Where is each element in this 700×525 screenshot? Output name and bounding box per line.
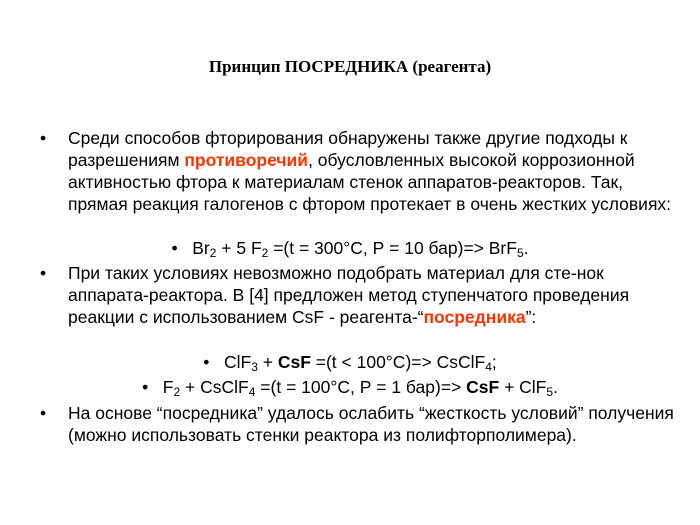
slide-title: Принцип ПОСРЕДНИКА (реагента) bbox=[208, 57, 492, 76]
bullet-icon: • bbox=[40, 403, 47, 423]
bullet-text-3: На основе “посредника” удалось ослабить “жесткость условий” получения (можно использовать стенки реактора из полифторполимера). bbox=[68, 403, 674, 445]
equation-2: • ClF$_3$ + CsF =(t < 100°С)=> CsClF$_4$; bbox=[203, 352, 497, 374]
sub-bullet-icon: • bbox=[203, 352, 210, 372]
equation-3: • $F_2$ + CsClF$_4$ =(t = 100°С, Р = 1 бар)=> CsF + ClF$_5$. bbox=[142, 377, 558, 399]
equation-1: • $Br_2 + 5$ $F_2 =(t = 300^\circ С$, Р = 10 бар)=> BrF$_5$. bbox=[171, 238, 529, 260]
sub-bullet-icon: • bbox=[171, 238, 178, 258]
highlight-mediator: посредника bbox=[423, 307, 526, 327]
highlight-contradictions: противоречий bbox=[184, 150, 309, 170]
bullet-text-2: При таких условиях невозможно подобрать материал для сте-нок аппарата-реактора. В [4] предложен метод ступенчатого проведения реакции с использованием CsF - реагента-“посредника”: bbox=[68, 263, 630, 327]
sub-bullet-icon: • bbox=[142, 377, 149, 397]
bullet-text-1: Среди способов фторирования обнаружены также другие подходы к разрешениям противоречий, обусловленных высокой коррозионной активностью фтора к материалам стенок аппаратов-реакторов. Так, прямая реакция галогенов с фтором протекает в очень жестких условиях: bbox=[68, 128, 672, 214]
bullet-icon: • bbox=[40, 128, 47, 148]
bullet-icon: • bbox=[40, 263, 47, 283]
bullet-item-1 bbox=[40, 127, 680, 215]
bullet-item-3 bbox=[40, 402, 680, 446]
bullet-item-2 bbox=[40, 262, 680, 328]
